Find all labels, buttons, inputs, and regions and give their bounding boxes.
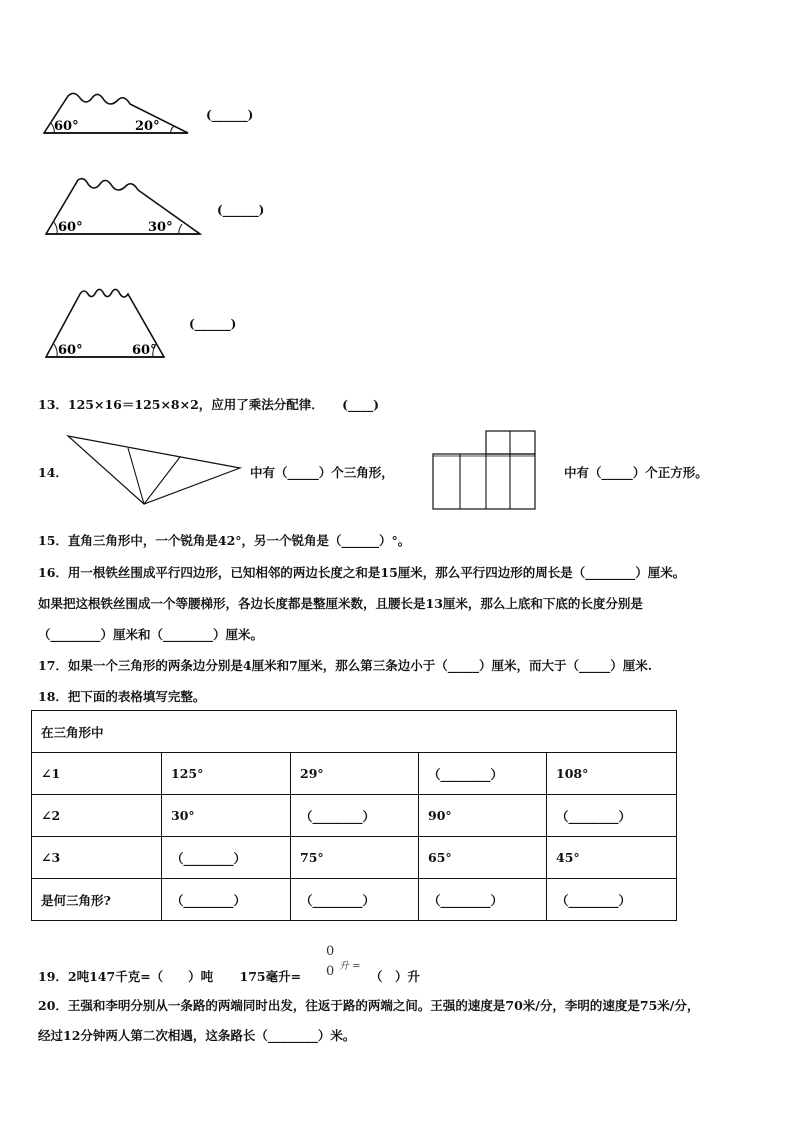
table-cell-blank[interactable]: （________） (547, 879, 677, 921)
question-17 (38, 656, 652, 674)
table-row (32, 753, 677, 795)
table-cell: 75° (291, 837, 419, 879)
angle-label-right: 20° (135, 119, 160, 134)
question-text-part-2: 175毫升= (239, 969, 302, 984)
question-number: 18． (38, 689, 68, 704)
question-text: 直角三角形中，一个锐角是42°，另一个锐角是（______）°。 (67, 533, 411, 548)
question-text-part-1: 2吨147千克=（ ）吨 (67, 969, 214, 984)
question-16-line-3: （________）厘米和（________）厘米。 (38, 627, 264, 642)
question-15 (38, 531, 410, 549)
triangle-figure-1 (38, 86, 198, 138)
answer-blank-shape-3[interactable]: (______) (189, 317, 237, 331)
table-cell-blank[interactable]: （________） (419, 753, 547, 795)
angle-label-left: 60° (58, 220, 83, 235)
question-19 (38, 967, 301, 985)
table-cell-blank[interactable]: （________） (547, 795, 677, 837)
question-number: 19． (38, 969, 68, 984)
angle-table (31, 710, 677, 921)
question-number: 20． (38, 998, 68, 1013)
question-16-line-2: 如果把这根铁丝围成一个等腰梯形，各边长度都是整厘米数，且腰长是13厘米，那么上底和下底的长度分别是 (38, 596, 643, 611)
table-cell: 65° (419, 837, 547, 879)
table-row (32, 837, 677, 879)
question-number: 17． (38, 658, 68, 673)
question-14-text-1: 中有（_____）个三角形， (250, 465, 394, 480)
question-text: 用一根铁丝围成平行四边形，已知相邻的两边长度之和是15厘米，那么平行四边形的周长是（________）厘米。 (67, 565, 686, 580)
answer-blank-shape-1[interactable]: (______) (206, 108, 254, 122)
table-cell: 90° (419, 795, 547, 837)
table-cell: 是何三角形? (32, 879, 162, 921)
trapezoid-figure-3 (42, 286, 170, 360)
triangle-figure-2 (40, 176, 204, 238)
table-cell-blank[interactable]: （________） (162, 879, 291, 921)
table-cell: 108° (547, 753, 677, 795)
table-cell: ∠2 (32, 795, 162, 837)
question-18 (38, 687, 205, 705)
angle-label-left: 60° (58, 343, 83, 358)
question-number: 13． (38, 397, 68, 412)
table-cell: ∠3 (32, 837, 162, 879)
angle-label-right: 30° (148, 220, 173, 235)
question-text: 125×16＝125×8×2，应用了乘法分配律． (67, 397, 324, 412)
question-13 (38, 395, 379, 413)
triangle-count-figure (64, 432, 244, 510)
table-cell: 30° (162, 795, 291, 837)
table-cell: 125° (162, 753, 291, 795)
table-cell-blank[interactable]: （________） (291, 879, 419, 921)
question-20-line-1 (38, 996, 699, 1014)
table-row (32, 879, 677, 921)
angle-label-left: 60° (54, 119, 79, 134)
question-text: 如果一个三角形的两条边分别是4厘米和7厘米，那么第三条边小于（_____）厘米，而大于（_____）厘米. (67, 658, 653, 673)
question-text: 把下面的表格填写完整。 (67, 689, 206, 704)
answer-blank[interactable]: (____) (342, 397, 380, 412)
table-header: 在三角形中 (32, 711, 677, 753)
table-cell: ∠1 (32, 753, 162, 795)
table-cell-blank[interactable]: （________） (291, 795, 419, 837)
table-cell: 45° (547, 837, 677, 879)
question-20-line-2: 经过12分钟两人第二次相遇，这条路长（________）米。 (38, 1028, 356, 1043)
question-number: 15． (38, 533, 68, 548)
question-14-text-2: 中有（_____）个正方形。 (564, 465, 708, 480)
question-number: 16． (38, 565, 68, 580)
table-cell-blank[interactable]: （________） (419, 879, 547, 921)
table-row (32, 795, 677, 837)
question-19-answer[interactable]: （ ）升 (370, 969, 421, 984)
question-number-14: 14． (38, 465, 68, 480)
fraction-unit: 升 = (339, 961, 361, 972)
table-cell: 29° (291, 753, 419, 795)
fraction-numerator: 0 (326, 944, 335, 959)
answer-blank-shape-2[interactable]: (______) (217, 203, 265, 217)
question-16-line-1 (38, 563, 685, 581)
angle-label-right: 60° (132, 343, 157, 358)
fraction-denominator: 0 (326, 964, 335, 979)
table-cell-blank[interactable]: （________） (162, 837, 291, 879)
square-count-figure (432, 430, 536, 510)
question-text: 王强和李明分别从一条路的两端同时出发，往返于路的两端之间。王强的速度是70米/分，李明的速度是75米/分， (67, 998, 700, 1013)
